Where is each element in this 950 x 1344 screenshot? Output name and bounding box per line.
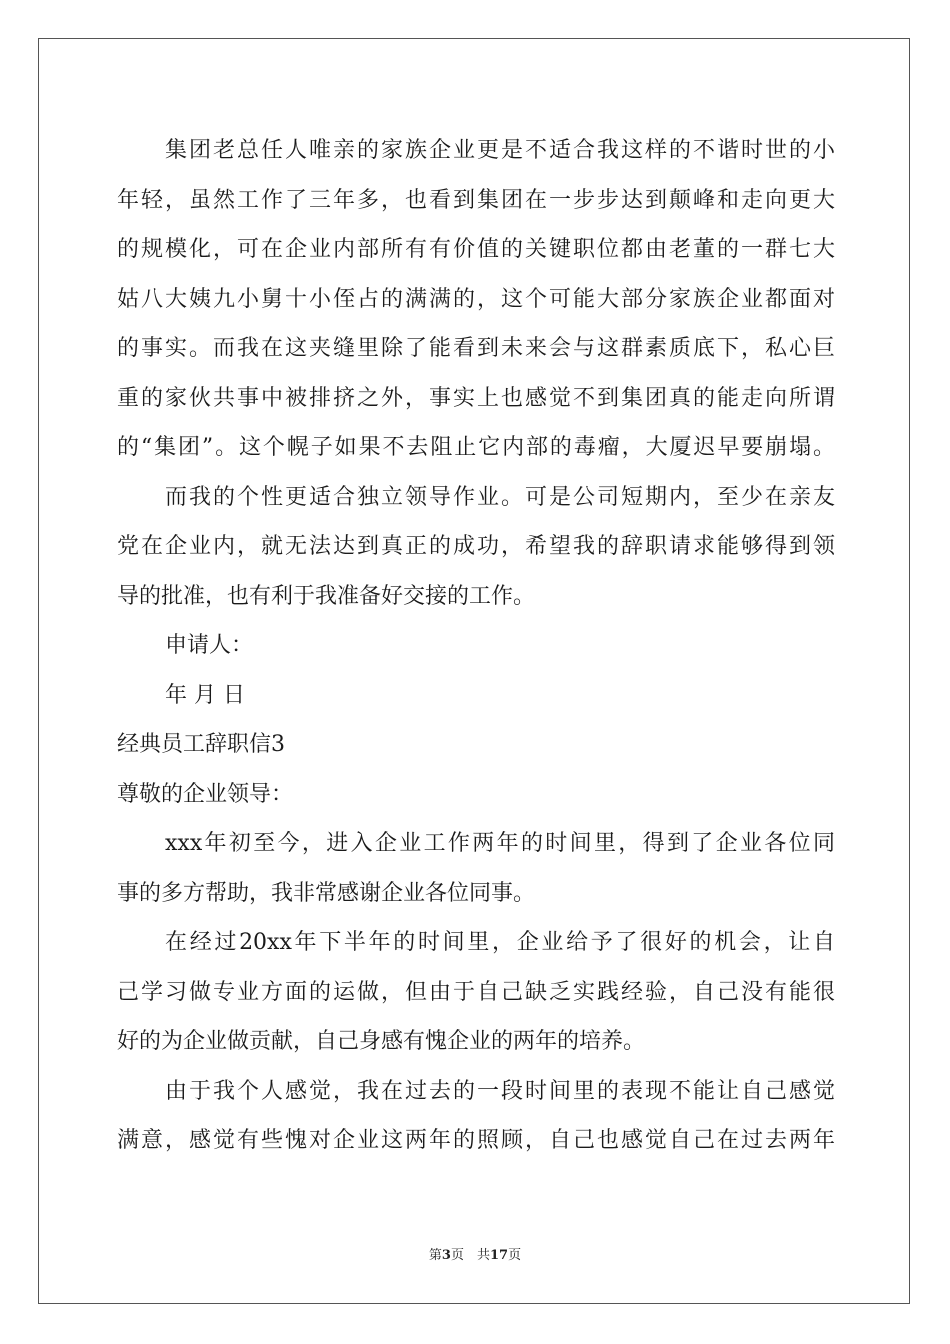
footer-suffix: 页: [508, 1248, 522, 1263]
text-line: 的“集团”。这个幌子如果不去阻止它内部的毒瘤，大厦迟早要崩塌。: [117, 435, 835, 460]
text-line: 由于我个人感觉，我在过去的一段时间里的表现不能让自己感觉: [165, 1078, 835, 1104]
text-line: 集团老总任人唯亲的家族企业更是不适合我这样的不谐时世的小: [165, 138, 835, 163]
text-line: 的规模化，可在企业内部所有有价值的关键职位都由老董的一群七大: [117, 237, 835, 262]
document-body: [117, 126, 835, 1166]
text-line: 在经过20xx年下半年的时间里，企业给予了很好的机会，让自: [165, 930, 835, 955]
footer-page-number: 3: [441, 1248, 451, 1263]
footer-prefix: 第: [428, 1248, 442, 1263]
footer-total-pages: 17: [489, 1248, 509, 1263]
text-line: 己学习做专业方面的运做，但由于自己缺乏实践经验，自己没有能很: [117, 979, 835, 1005]
text-line: 姑八大姨九小舅十小侄占的满满的，这个可能大部分家族企业都面对: [117, 286, 835, 312]
text-line: 年 月 日: [165, 682, 245, 708]
footer-middle: 页 共: [450, 1248, 490, 1263]
text-line: 好的为企业做贡献，自己身感有愧企业的两年的培养。: [117, 1029, 646, 1054]
text-line: 年轻，虽然工作了三年多，也看到集团在一步步达到颠峰和走向更大: [117, 187, 835, 213]
text-line: 满意，感觉有些愧对企业这两年的照顾，自己也感觉自己在过去两年: [117, 1128, 835, 1153]
text-line: 的事实。而我在这夹缝里除了能看到未来会与这群素质底下，私心巨: [117, 336, 835, 361]
text-line: 经典员工辞职信3: [117, 732, 285, 757]
text-line: 申请人：: [165, 633, 254, 658]
page-footer: [0, 1244, 950, 1263]
text-line: 事的多方帮助，我非常感谢企业各位同事。: [117, 880, 536, 906]
text-line: 导的批准，也有利于我准备好交接的工作。: [117, 583, 536, 609]
text-line: 党在企业内，就无法达到真正的成功，希望我的辞职请求能够得到领: [117, 534, 835, 559]
text-line: 尊敬的企业领导：: [117, 781, 294, 807]
text-line: 而我的个性更适合独立领导作业。可是公司短期内，至少在亲友: [165, 484, 835, 510]
text-line: 重的家伙共事中被排挤之外，事实上也感觉不到集团真的能走向所谓: [117, 385, 835, 411]
text-line: xxx年初至今，进入企业工作两年的时间里，得到了企业各位同: [165, 831, 835, 856]
